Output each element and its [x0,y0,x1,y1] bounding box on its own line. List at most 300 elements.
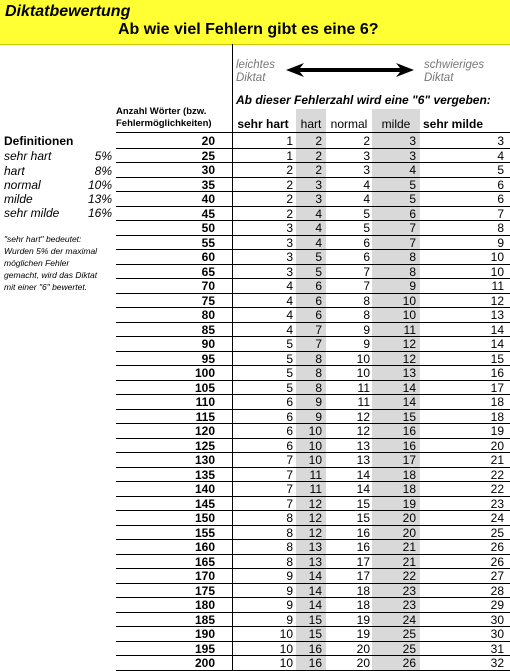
cell-words: 140 [194,482,215,496]
cell-m: 17 [402,453,416,467]
cell-words: 45 [201,206,215,221]
cell-n: 11 [357,380,370,395]
table-row [116,482,510,496]
cell-m: 16 [402,424,416,438]
cell-sh: 6 [286,438,293,453]
cell-sm: 31 [490,641,504,656]
cell-n: 13 [356,453,370,467]
cell-m: 5 [409,177,416,192]
cell-words: 145 [194,496,215,511]
definition-percent: 5% [94,149,112,163]
cell-words: 190 [194,627,215,641]
cell-n: 10 [356,366,370,380]
cell-h: 13 [308,554,322,569]
cell-sm: 6 [497,177,504,192]
footnote-line: "sehr hart" bedeutet: [4,234,82,244]
cell-n: 13 [356,438,370,453]
cell-sm: 9 [497,235,504,250]
cell-words: 125 [194,438,215,453]
cell-words: 80 [201,308,215,322]
cell-sh: 6 [286,395,293,409]
cell-m: 5 [409,192,416,206]
cell-words: 95 [201,351,215,366]
cell-h: 4 [315,235,322,250]
definition-milde [4,192,112,206]
cell-h: 8 [315,366,322,380]
table-row [116,555,510,569]
cell-n: 14 [356,482,370,496]
scale-left-line-1: leichtes [236,59,275,71]
cell-n: 6 [363,250,370,264]
definitions-title: Definitionen [4,134,74,148]
cell-sm: 26 [490,540,504,554]
cell-h: 7 [315,337,322,351]
table-row [116,410,510,424]
cell-m: 4 [409,163,416,177]
cell-m: 14 [402,380,416,395]
cell-words: 160 [194,540,215,554]
table-row [116,526,510,540]
cell-sm: 17 [490,380,504,395]
cell-sh: 3 [286,250,293,264]
cell-n: 16 [356,540,370,554]
cell-m: 25 [402,641,416,656]
cell-m: 14 [402,395,416,409]
cell-sm: 6 [497,192,504,206]
cell-h: 10 [308,424,322,438]
double-arrow-icon [286,62,414,78]
cell-n: 14 [356,467,370,482]
definition-footnote [4,233,112,293]
cell-n: 8 [363,293,370,308]
cell-sh: 8 [286,511,293,525]
cell-n: 20 [356,641,370,656]
cell-words: 50 [201,221,215,235]
table-row [116,497,510,511]
cell-sh: 2 [286,192,293,206]
cell-words: 200 [194,656,215,670]
cell-h: 7 [315,322,322,337]
cell-m: 11 [403,322,416,337]
table-row [116,250,510,264]
cell-h: 5 [315,250,322,264]
cell-words: 170 [194,569,215,583]
cell-sm: 13 [490,308,504,322]
cell-sh: 4 [286,293,293,308]
cell-sh: 8 [286,540,293,554]
cell-sm: 27 [490,569,504,583]
cell-m: 20 [402,525,416,540]
cell-n: 3 [363,163,370,177]
definition-normal [4,178,112,192]
cell-sm: 25 [490,525,504,540]
cell-sh: 3 [286,235,293,250]
column-header-sehr-hart: sehr hart [237,117,289,131]
cell-m: 22 [402,569,416,583]
cell-words: 120 [194,424,215,438]
cell-sm: 28 [490,583,504,598]
cell-sh: 4 [286,308,293,322]
cell-h: 13 [308,540,322,554]
table-row [116,613,510,627]
cell-words: 165 [194,554,215,569]
cell-sh: 2 [286,177,293,192]
table-row [116,511,510,525]
cell-sh: 2 [286,163,293,177]
table-row [116,308,510,322]
cell-sm: 30 [490,627,504,641]
cell-sh: 5 [286,337,293,351]
cell-sh: 8 [286,554,293,569]
table-row [116,236,510,250]
table-row [116,207,510,221]
cell-n: 17 [356,554,370,569]
row-rule [116,670,510,671]
cell-m: 12 [402,337,416,351]
cell-sh: 9 [286,583,293,598]
table-row [116,366,510,380]
cell-h: 11 [309,467,322,482]
cell-n: 8 [363,308,370,322]
cell-sm: 30 [490,612,504,627]
cell-n: 10 [356,351,370,366]
table-row [116,627,510,641]
table-row [116,424,510,438]
cell-words: 110 [195,395,215,409]
header-rule [116,132,510,133]
cell-m: 8 [409,264,416,279]
cell-words: 70 [201,279,215,293]
cell-words: 85 [201,322,215,337]
cell-h: 12 [308,525,322,540]
cell-words: 90 [201,337,215,351]
cell-m: 3 [409,148,416,163]
table-row [116,192,510,206]
cell-n: 5 [363,221,370,235]
cell-sh: 9 [286,612,293,627]
table-row [116,453,510,467]
cell-n: 12 [356,424,370,438]
cell-sm: 24 [490,511,504,525]
column-header-sehr-milde: sehr milde [422,117,484,131]
cell-words: 105 [194,380,215,395]
cell-h: 8 [315,351,322,366]
scale-right-label [424,59,484,85]
cell-m: 25 [402,627,416,641]
cell-sm: 21 [490,453,504,467]
cell-m: 21 [402,554,416,569]
cell-h: 6 [315,293,322,308]
definition-label: hart [4,164,25,178]
cell-h: 12 [308,511,322,525]
column-header-hart: hart [300,117,322,131]
cell-n: 2 [363,134,370,148]
cell-words: 150 [194,511,215,525]
definition-hart [4,164,112,178]
cell-words: 100 [194,366,215,380]
cell-m: 20 [402,511,416,525]
cell-sm: 15 [490,351,504,366]
cell-n: 9 [363,337,370,351]
cell-sm: 12 [490,293,504,308]
table-row [116,265,510,279]
wordcount-header-line-2: Fehlermöglichkeiten) [116,118,212,129]
cell-h: 5 [315,264,322,279]
table-row [116,178,510,192]
cell-h: 4 [315,221,322,235]
cell-n: 17 [356,569,370,583]
definition-percent: 13% [87,192,112,206]
cell-m: 23 [402,598,416,612]
cell-m: 26 [402,656,416,670]
page-title: Diktatbewertung [5,3,131,20]
cell-h: 14 [308,583,322,598]
cell-sh: 10 [279,627,293,641]
table-row [116,134,510,148]
cell-sh: 7 [286,496,293,511]
cell-sh: 6 [286,424,293,438]
column-header-milde: milde [381,117,411,131]
cell-sh: 9 [286,569,293,583]
cell-words: 185 [194,612,215,627]
wordcount-header [116,106,232,130]
cell-words: 25 [201,148,215,163]
cell-h: 15 [308,612,322,627]
table-row [116,569,510,583]
table-row [116,395,510,409]
cell-m: 7 [409,221,416,235]
cell-sh: 10 [279,641,293,656]
cell-words: 75 [201,293,215,308]
cell-sh: 7 [286,482,293,496]
definition-percent: 8% [94,164,112,178]
definition-label: milde [4,192,33,206]
title-banner [0,0,510,45]
cell-sm: 10 [490,250,504,264]
table-row [116,323,510,337]
footnote-line: möglichen Fehler [4,258,70,268]
cell-m: 8 [409,250,416,264]
cell-sm: 18 [490,409,504,424]
cell-sm: 18 [490,395,504,409]
table-row [116,584,510,598]
cell-m: 24 [402,612,416,627]
definition-label: sehr milde [4,206,60,220]
cell-sh: 9 [286,598,293,612]
column-header-normal: normal [330,117,368,131]
definition-percent: 16% [87,206,112,220]
cell-n: 12 [356,409,370,424]
cell-n: 4 [363,177,370,192]
cell-n: 16 [356,525,370,540]
cell-h: 3 [315,192,322,206]
cell-sm: 19 [490,424,504,438]
definition-label: normal [4,178,41,192]
definition-label: sehr hart [4,149,52,163]
table-row [116,279,510,293]
cell-h: 12 [308,496,322,511]
cell-sh: 4 [286,279,293,293]
footnote-line: gemacht, wird das Diktat [4,270,98,280]
table-row [116,598,510,612]
cell-sm: 14 [490,337,504,351]
cell-sh: 1 [286,134,293,148]
cell-n: 19 [356,627,370,641]
table-row [116,642,510,656]
cell-n: 6 [363,235,370,250]
page-subtitle: Ab wie viel Fehlern gibt es eine 6? [118,21,379,38]
cell-sh: 2 [286,206,293,221]
cell-h: 11 [309,482,322,496]
cell-n: 15 [356,496,370,511]
cell-n: 9 [363,322,370,337]
cell-h: 3 [315,177,322,192]
cell-n: 11 [357,395,370,409]
cell-sm: 8 [497,221,504,235]
table-row [116,337,510,351]
cell-words: 175 [194,583,215,598]
cell-words: 195 [194,641,215,656]
cell-h: 9 [315,395,322,409]
cell-sm: 11 [491,279,504,293]
table-row [116,468,510,482]
scale-right-line-2: Diktat [424,72,454,84]
cell-sm: 5 [497,163,504,177]
cell-m: 13 [402,366,416,380]
scale-left-line-2: Diktat [236,72,266,84]
cell-n: 18 [356,598,370,612]
cell-words: 130 [194,453,215,467]
cell-n: 4 [363,192,370,206]
cell-h: 8 [315,380,322,395]
wordcount-header-line-1: Anzahl Wörter (bzw. [116,106,207,117]
cell-sm: 3 [497,134,504,148]
cell-m: 10 [402,308,416,322]
cell-m: 15 [402,409,416,424]
cell-sm: 10 [490,264,504,279]
cell-h: 9 [315,409,322,424]
cell-h: 15 [308,627,322,641]
table-row [116,352,510,366]
cell-h: 2 [315,148,322,163]
cell-sh: 8 [286,525,293,540]
cell-m: 18 [402,482,416,496]
cell-sm: 16 [490,366,504,380]
footnote-line: Wurden 5% der maximal [4,246,98,256]
table-row [116,381,510,395]
scale-left-label [236,59,275,85]
cell-sh: 7 [286,453,293,467]
footnote-line: mit einer "6" bewertet. [4,282,88,292]
cell-m: 9 [409,279,416,293]
cell-words: 65 [201,264,215,279]
table-row [116,540,510,554]
cell-sh: 5 [286,351,293,366]
cell-n: 15 [356,511,370,525]
cell-words: 155 [194,525,215,540]
cell-h: 10 [308,438,322,453]
cell-n: 5 [363,206,370,221]
cell-h: 4 [315,206,322,221]
cell-h: 6 [315,308,322,322]
scale-right-line-1: schwieriges [424,59,485,71]
cell-words: 20 [201,134,215,148]
cell-sh: 5 [286,366,293,380]
cell-sh: 3 [286,221,293,235]
cell-words: 30 [201,163,215,177]
cell-n: 7 [363,264,370,279]
cell-sm: 7 [497,206,504,221]
cell-words: 55 [201,235,215,250]
cell-sh: 1 [286,148,293,163]
cell-n: 7 [363,279,370,293]
cell-m: 12 [402,351,416,366]
cell-words: 115 [195,409,215,424]
cell-sm: 4 [497,148,504,163]
cell-sh: 5 [286,380,293,395]
cell-h: 10 [308,453,322,467]
cell-m: 16 [402,438,416,453]
cell-sm: 14 [490,322,504,337]
cell-sm: 32 [490,656,504,670]
cell-sm: 20 [490,438,504,453]
cell-sh: 4 [286,322,293,337]
definition-sehr-hart [4,149,112,163]
cell-h: 16 [308,641,322,656]
cell-sm: 22 [490,467,504,482]
definition-percent: 10% [87,178,112,192]
cell-words: 60 [201,250,215,264]
cell-h: 2 [315,163,322,177]
cell-h: 16 [308,656,322,670]
cell-sm: 22 [490,482,504,496]
cell-sm: 26 [490,554,504,569]
cell-m: 6 [409,206,416,221]
cell-h: 14 [308,598,322,612]
table-row [116,163,510,177]
threshold-note: Ab dieser Fehlerzahl wird eine "6" vergeben: [236,93,491,107]
table-row [116,439,510,453]
cell-words: 180 [194,598,215,612]
cell-m: 7 [409,235,416,250]
table-row [116,221,510,235]
cell-n: 3 [363,148,370,163]
cell-n: 20 [356,656,370,670]
definition-sehr-milde [4,206,112,220]
cell-sh: 3 [286,264,293,279]
cell-words: 135 [194,467,215,482]
cell-h: 6 [315,279,322,293]
cell-sh: 6 [286,409,293,424]
table-row [116,294,510,308]
cell-n: 18 [356,583,370,598]
cell-m: 19 [402,496,416,511]
cell-words: 35 [201,177,215,192]
cell-m: 18 [402,467,416,482]
cell-words: 40 [201,192,215,206]
cell-sm: 23 [490,496,504,511]
cell-m: 21 [402,540,416,554]
cell-m: 23 [402,583,416,598]
cell-sh: 7 [286,467,293,482]
table-row [116,149,510,163]
cell-sh: 10 [279,656,293,670]
table-row [116,656,510,670]
cell-h: 14 [308,569,322,583]
cell-sm: 29 [490,598,504,612]
cell-m: 10 [402,293,416,308]
cell-m: 3 [409,134,416,148]
